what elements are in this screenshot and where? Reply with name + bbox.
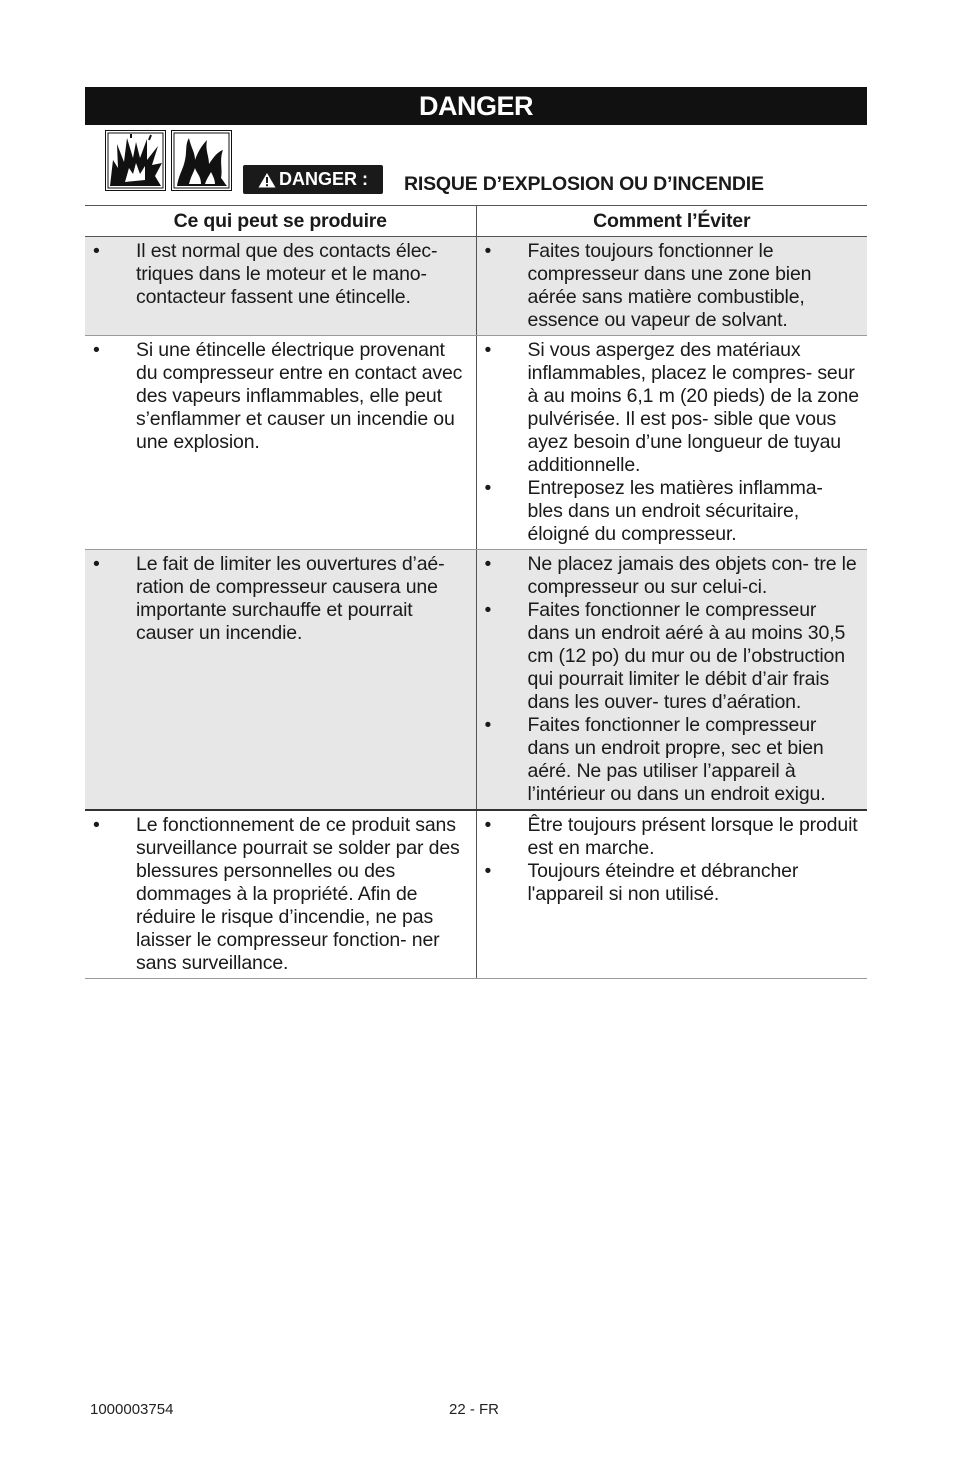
column-header-how-to-prevent: Comment l’Éviter bbox=[476, 206, 867, 237]
page-number: 22 - FR bbox=[449, 1401, 500, 1418]
list-item: • Faites fonctionner le compresseur dans un endroit aéré à au moins 30,5 cm (12 po) du mur ou de l’obstruction qui pourrait limiter le débit d’air frais dans les ouver- tures d’aération. bbox=[477, 599, 860, 714]
danger-badge-label: DANGER : bbox=[279, 169, 368, 189]
hazard-title: RISQUE D’EXPLOSION OU D’INCENDIE bbox=[404, 173, 764, 195]
table-row bbox=[85, 336, 867, 550]
column-header-what-can-happen: Ce qui peut se produire bbox=[85, 206, 476, 237]
hazard-cell bbox=[85, 336, 476, 550]
list-item: • Faites fonctionner le compresseur dans un endroit propre, sec et bien aéré. Ne pas utiliser l’appareil à l’intérieur ou dans un endroit exigu. bbox=[477, 714, 860, 806]
prevention-cell bbox=[476, 336, 867, 550]
list-item: • Ne placez jamais des objets con- tre le compresseur ou sur celui-ci. bbox=[477, 553, 860, 599]
hazard-cell bbox=[85, 810, 476, 979]
table-header-row bbox=[85, 206, 867, 237]
list-item: • Entreposez les matières inflamma- bles dans un endroit sécuritaire, éloigné du compresseur. bbox=[477, 477, 860, 546]
danger-banner: DANGER bbox=[85, 87, 867, 125]
fire-icon bbox=[171, 130, 232, 191]
hazard-cell bbox=[85, 237, 476, 336]
list-item: • Toujours éteindre et débrancher l'appareil si non utilisé. bbox=[477, 860, 860, 906]
prevention-cell bbox=[476, 810, 867, 979]
table-row bbox=[85, 810, 867, 979]
explosion-icon bbox=[105, 130, 166, 191]
table-row bbox=[85, 237, 867, 336]
prevention-cell bbox=[476, 550, 867, 811]
table-row bbox=[85, 550, 867, 811]
danger-signal-badge bbox=[243, 165, 383, 194]
list-item: • Le fait de limiter les ouvertures d’aé- ration de compresseur causera une importante surchauffe et pourrait causer un incendie. bbox=[85, 553, 468, 645]
hazard-cell bbox=[85, 550, 476, 811]
part-number: 1000003754 bbox=[90, 1401, 174, 1418]
list-item: • Si une étincelle électrique provenant du compresseur entre en contact avec des vapeurs inflammables, elle peut s’enflammer et causer un incendie ou une explosion. bbox=[85, 339, 468, 454]
list-item: • Si vous aspergez des matériaux inflammables, placez le compres- seur à au moins 6,1 m (20 pieds) de la zone pulvérisée. Il est pos- sible que vous ayez besoin d’une longueur de tuyau additionnelle. bbox=[477, 339, 860, 477]
list-item: • Il est normal que des contacts élec- triques dans le moteur et le mano- contacteur fassent une étincelle. bbox=[85, 240, 468, 309]
warning-triangle-icon bbox=[258, 172, 276, 188]
list-item: • Faites toujours fonctionner le compresseur dans une zone bien aérée sans matière combustible, essence ou vapeur de solvant. bbox=[477, 240, 860, 332]
list-item: • Le fonctionnement de ce produit sans surveillance pourrait se solder par des blessures personnelles ou des dommages à la propriété. Afin de réduire le risque d’incendie, ne pas laisser le compresseur fonction- ner sans surveillance. bbox=[85, 814, 468, 975]
prevention-cell bbox=[476, 237, 867, 336]
hazard-table bbox=[85, 205, 867, 979]
list-item: • Être toujours présent lorsque le produit est en marche. bbox=[477, 814, 860, 860]
